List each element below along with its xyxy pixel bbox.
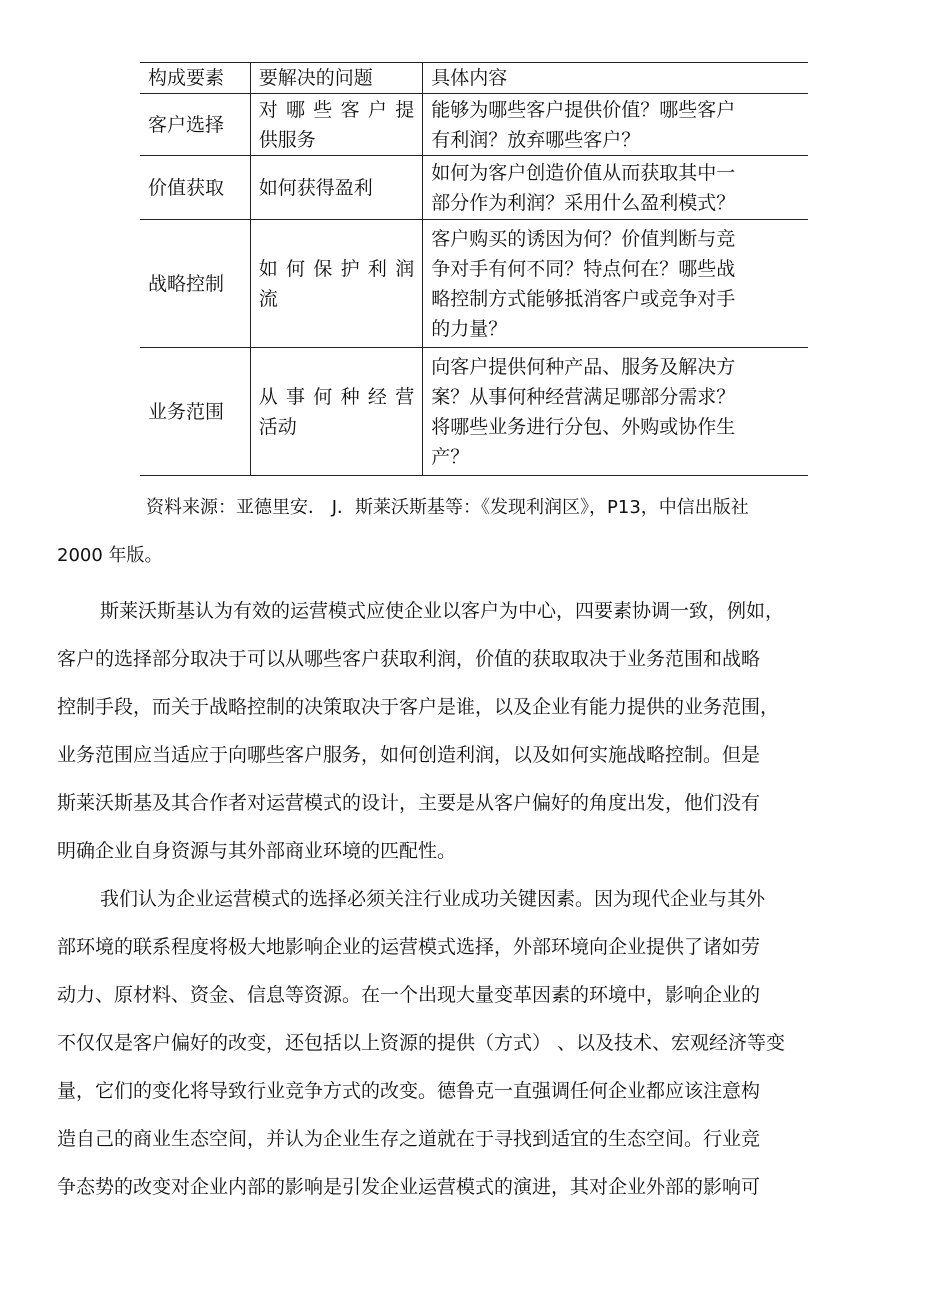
content-line: 案？从事何种经营满足哪部分需求？ bbox=[431, 385, 736, 408]
content-line: 将哪些业务进行分包、外购或协作生 bbox=[431, 415, 736, 438]
content-line: 产？ bbox=[431, 445, 470, 468]
element-cell: 战略控制 bbox=[140, 220, 250, 348]
problem-cell bbox=[250, 348, 422, 476]
paragraph-line: 控制手段，而关于战略控制的决策取决于客户是谁，以及企业有能力提供的业务范围， bbox=[57, 696, 780, 718]
paragraph-line: 部环境的联系程度将极大地影响企业的运营模式选择，外部环境向企业提供了诸如劳 bbox=[57, 936, 761, 958]
problem-cell bbox=[250, 220, 422, 348]
element-cell: 业务范围 bbox=[140, 348, 250, 476]
problem-cell bbox=[250, 94, 422, 156]
business-model-elements-table bbox=[140, 62, 808, 476]
content-cell bbox=[423, 156, 808, 220]
content-line: 如何为客户创造价值从而获取其中一 bbox=[431, 161, 736, 184]
table-row bbox=[140, 94, 808, 156]
table-row bbox=[140, 156, 808, 220]
content-line: 能够为哪些客户提供价值？哪些客户 bbox=[431, 98, 736, 121]
content-line: 有利润？放弃哪些客户？ bbox=[431, 128, 641, 151]
table-row bbox=[140, 220, 808, 348]
paragraph-line: 明确企业自身资源与其外部商业环境的匹配性。 bbox=[57, 840, 457, 862]
table-row bbox=[140, 348, 808, 476]
header-element: 构成要素 bbox=[140, 63, 250, 94]
paragraph-line: 客户的选择部分取决于可以从哪些客户获取利润，价值的获取取决于业务范围和战略 bbox=[57, 648, 761, 670]
problem-cell bbox=[250, 156, 422, 220]
problem-line: 如 何 保 护 利 润 bbox=[258, 257, 415, 280]
element-cell: 价值获取 bbox=[140, 156, 250, 220]
paragraph-line: 造自己的商业生态空间，并认为企业生存之道就在于寻找到适宜的生态空间。行业竞 bbox=[57, 1128, 761, 1150]
paragraph-line: 斯莱沃斯基及其合作者对运营模式的设计，主要是从客户偏好的角度出发，他们没有 bbox=[57, 792, 761, 814]
paragraph-line: 动力、原材料、资金、信息等资源。在一个出现大量变革因素的环境中，影响企业的 bbox=[57, 984, 761, 1006]
paragraph-line: 不仅仅是客户偏好的改变，还包括以上资源的提供（方式） 、以及技术、宏观经济等变 bbox=[57, 1032, 786, 1054]
header-problem: 要解决的问题 bbox=[250, 63, 422, 94]
element-cell: 客户选择 bbox=[140, 94, 250, 156]
source-citation: 资料来源：亚德里安． J．斯莱沃斯基等：《发现利润区》，P13，中信出版社 bbox=[146, 497, 749, 518]
content-line: 的力量？ bbox=[431, 317, 508, 340]
content-cell bbox=[423, 348, 808, 476]
content-line: 争对手有何不同？特点何在？哪些战 bbox=[431, 257, 736, 280]
paragraph-line: 量，它们的变化将导致行业竞争方式的改变。德鲁克一直强调任何企业都应该注意构 bbox=[57, 1080, 761, 1102]
content-line: 客户购买的诱因为何？价值判断与竞 bbox=[431, 227, 736, 250]
header-content: 具体内容 bbox=[423, 63, 808, 94]
content-line: 略控制方式能够抵消客户或竞争对手 bbox=[431, 287, 736, 310]
paragraph-line: 斯莱沃斯基认为有效的运营模式应使企业以客户为中心，四要素协调一致，例如， bbox=[100, 600, 785, 622]
problem-line: 供服务 bbox=[258, 128, 316, 151]
content-cell bbox=[423, 94, 808, 156]
content-line: 向客户提供何种产品、服务及解决方 bbox=[431, 355, 736, 378]
table-header-row bbox=[140, 63, 808, 94]
problem-line: 流 bbox=[258, 287, 278, 310]
content-line: 部分作为利润？采用什么盈利模式？ bbox=[431, 191, 736, 214]
problem-line: 如何获得盈利 bbox=[258, 176, 373, 199]
paragraph-line: 争态势的改变对企业内部的影响是引发企业运营模式的演进，其对企业外部的影响可 bbox=[57, 1176, 761, 1198]
problem-line: 对 哪 些 客 户 提 bbox=[258, 98, 415, 121]
paragraph-line: 业务范围应当适应于向哪些客户服务，如何创造利润，以及如何实施战略控制。但是 bbox=[57, 744, 761, 766]
source-citation-continued: 2000 年版。 bbox=[57, 545, 163, 566]
content-cell bbox=[423, 220, 808, 348]
problem-line: 活动 bbox=[258, 415, 297, 438]
paragraph-line: 我们认为企业运营模式的选择必须关注行业成功关键因素。因为现代企业与其外 bbox=[100, 888, 766, 910]
problem-line: 从 事 何 种 经 营 bbox=[258, 385, 415, 408]
